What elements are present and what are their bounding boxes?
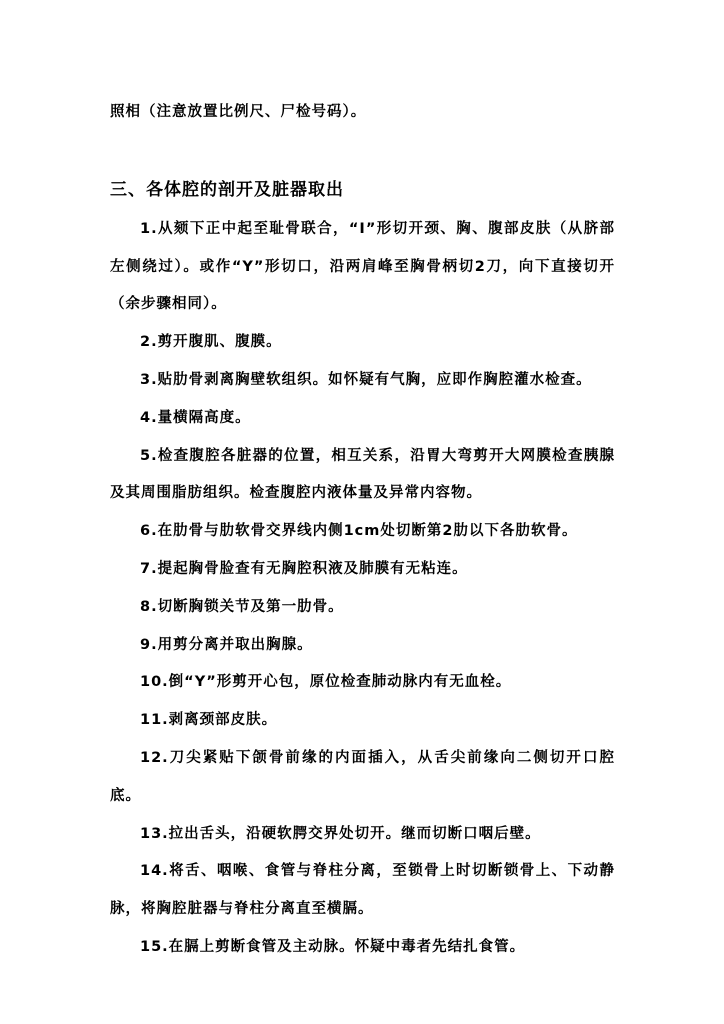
list-item: 1.从颏下正中起至耻骨联合，“I”形切开颈、胸、腹部皮肤（从脐部左侧绕过）。或作“Y”形切口，沿两肩峰至胸骨柄切2刀，向下直接切开（余步骤相同）。 [110,220,615,313]
list-item: 3.贴肋骨剥离胸壁软组织。如怀疑有气胸，应即作胸腔灌水检查。 [140,371,592,388]
intro-paragraph: 照相（注意放置比例尺、尸检号码）。 [110,104,367,120]
list-item: 10.倒“Y”形剪开心包，原位检查肺动脉内有无血栓。 [140,674,512,691]
list-item: 9.用剪分离并取出胸腺。 [140,636,313,653]
list-item: 2.剪开腹肌、腹膜。 [140,334,282,351]
list-item: 5.检查腹腔各脏器的位置，相互关系，沿胃大弯剪开大网膜检查胰腺及其周围脂肪组织。检查腹腔内液体量及异常内容物。 [110,447,615,502]
list-item: 13.拉出舌头，沿硬软腭交界处切开。继而切断口咽后壁。 [140,825,541,842]
list-item: 12.刀尖紧贴下颌骨前缘的内面插入，从舌尖前缘向二侧切开口腔底。 [110,749,615,804]
list-item: 11.剥离颈部皮肤。 [140,712,278,729]
list-item: 6.在肋骨与肋软骨交界线内侧1cm处切断第2肋以下各肋软骨。 [140,523,578,540]
section-heading: 三、各体腔的剖开及脏器取出 [110,179,344,200]
list-item: 15.在膈上剪断食管及主动脉。怀疑中毒者先结扎食管。 [140,938,526,955]
document-page [110,94,615,967]
list-item: 7.提起胸骨脸查有无胸腔积液及肺膜有无粘连。 [140,560,468,577]
list-item: 8.切断胸锁关节及第一肋骨。 [140,598,344,615]
list-item: 4.量横隔高度。 [140,409,251,426]
list-item: 14.将舌、咽喉、食管与脊柱分离，至锁骨上时切断锁骨上、下动静脉，将胸腔脏器与脊柱分离直至横膈。 [110,863,615,918]
